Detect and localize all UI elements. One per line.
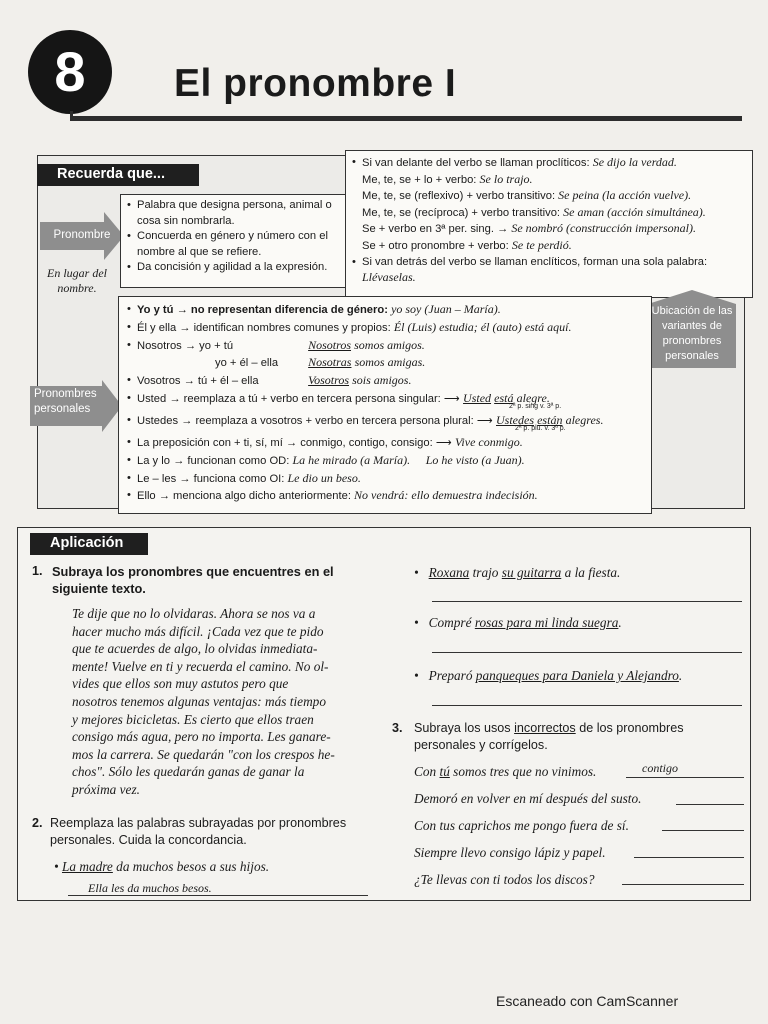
row-text: Se + verbo en 3ª per. sing. → — [362, 223, 509, 236]
rule-text: La preposición con + ti, sí, mí → conmigo, contigo, consigo: — [137, 436, 433, 449]
q3-item: Demoró en volver en mí después del susto. — [414, 791, 642, 806]
aplicacion-tag: Aplicación — [30, 533, 148, 555]
row-example: Se peina (la acción vuelve). — [558, 188, 692, 203]
q3-item: ¿Te llevas con ti todos los discos? — [414, 872, 595, 887]
passage-line: consigo más agua, pero no importa. Les ganare- — [72, 729, 331, 745]
answer-line[interactable] — [676, 804, 744, 805]
passage-line: mente! Vuelve en ti y recuerda el camino. No ol- — [72, 658, 329, 674]
personales-label: Pronombres personales — [34, 388, 97, 415]
answer-line[interactable] — [622, 884, 744, 885]
underlined-words: tú — [439, 764, 450, 779]
procliticos-row — [352, 221, 746, 238]
rule-example: No vendrá: ello demuestra indecisión. — [354, 488, 538, 503]
rule-example-underlined: está — [494, 390, 514, 405]
rule-example-underlined: están — [537, 412, 563, 427]
personales-box — [118, 296, 652, 514]
rule-text: Él y ella → identifican nombres comunes y propios: — [137, 321, 391, 334]
rule-text: La y lo → funcionan como OD: — [137, 454, 290, 467]
row-text: Me, te, se (reflexivo) + verbo transitivo: — [362, 190, 556, 203]
rule-text: Nosotros → yo + tú — [137, 339, 234, 352]
underlined-words: La madre — [61, 859, 113, 874]
rule-text: Usted → reemplaza a tú + verbo en tercera persona singular: — [137, 392, 441, 405]
rule-example-underlined: Usted — [463, 390, 492, 405]
q3-item: Con tus caprichos me pongo fuera de sí. — [414, 818, 629, 833]
q2-item — [414, 614, 744, 632]
procliticos-row — [352, 188, 746, 205]
underlined-words: panqueques para Daniela y Alejandro — [475, 668, 679, 683]
rule-example: alegres. — [565, 412, 604, 427]
title-divider-tick — [70, 111, 73, 121]
rule-subscript: 2ª p. plu. v. 3ª p. — [515, 424, 566, 432]
long-arrow-icon: ⟶ — [435, 436, 452, 449]
row-text: Se + otro pronombre + verbo: — [362, 239, 509, 252]
answer-line[interactable] — [634, 857, 744, 858]
item-text: . — [618, 615, 622, 630]
rule-ustedes — [125, 412, 645, 434]
procliticos-row — [352, 205, 746, 222]
question-3 — [392, 720, 744, 754]
bullet: • — [414, 615, 419, 630]
item-text: somos tres que no vinimos. — [453, 764, 597, 779]
question-number: 3. — [392, 721, 403, 735]
rule-example-underlined: Ustedes — [496, 412, 534, 427]
item-text: . — [678, 668, 683, 683]
passage-line: vides que ellos son muy astutos pero que — [72, 676, 289, 692]
definition-item: • Da concisión y agilidad a la expresión. — [125, 260, 345, 276]
question-2 — [32, 815, 377, 849]
question-text: de los pronombres personales y corrígelos. — [414, 721, 684, 752]
answer-line[interactable] — [432, 705, 742, 706]
rule-vosotros — [125, 372, 645, 390]
rule-el-ella — [125, 319, 645, 337]
underlined-words: incorrectos — [514, 721, 576, 735]
passage-line: chos". Sólo les quedarán ganas de ganar la — [72, 764, 305, 780]
scanner-watermark: Escaneado con CamScanner — [496, 993, 679, 1009]
question-1 — [32, 563, 372, 597]
passage-line: hacer mucho más difícil. ¡Cada vez que te pido — [72, 623, 324, 639]
chapter-number-badge: 8 — [28, 30, 112, 114]
rule-example-underlined: Nosotros — [308, 337, 352, 352]
passage-line: y mejores bicicletas. Es cierto que ellos traen — [72, 711, 314, 727]
rule-preposicion — [125, 434, 645, 452]
row-example: Se te perdió. — [511, 237, 572, 252]
row-example: Se aman (acción simultánea). — [563, 204, 706, 219]
q2-item — [414, 564, 744, 582]
rule-la-lo — [125, 452, 645, 470]
title-divider — [70, 116, 742, 121]
q3-answer[interactable]: contigo — [642, 761, 678, 775]
rule-text: Yo y tú → no representan diferencia de género: — [137, 304, 388, 316]
item-text: da muchos besos a sus hijos. — [116, 859, 270, 874]
rule-nosotros — [125, 337, 645, 355]
rule-example: La he mirado (a María). — [292, 452, 411, 467]
question-text: Subraya los usos — [414, 721, 511, 735]
bullet: • — [414, 668, 419, 683]
question-text: Reemplaza las palabras subrayadas por pronombres personales. Cuida la concordancia. — [50, 816, 347, 847]
rule-text: Ello → menciona algo dicho anteriormente: — [137, 490, 351, 503]
passage-line: mos la carrera. Se quedarán "con los crespos he- — [72, 746, 335, 762]
rule-example: yo soy (Juan – María). — [391, 302, 501, 316]
procliticos-row — [352, 172, 746, 189]
rule-example: Le dio un beso. — [287, 470, 361, 485]
procliticos-lead: • Si van delante del verbo se llaman proclíticos: Se dijo la verdad. — [352, 155, 677, 169]
definition-box — [120, 194, 350, 288]
q2-answer[interactable]: Ella les da muchos besos. — [88, 881, 212, 895]
ubicacion-label: Ubicación de las variantes de pronombres personales — [651, 305, 733, 362]
procliticos-lead-example: Se dijo la verdad. — [592, 155, 677, 169]
long-arrow-icon: ⟶ — [476, 414, 493, 427]
row-text: Me, te, se + lo + verbo: — [362, 173, 477, 186]
pronombre-label: Pronombre — [53, 229, 111, 241]
rule-le-les — [125, 470, 645, 488]
q2-item — [54, 858, 374, 876]
definition-item: • Palabra que designa persona, animal o cosa sin nombrarla. — [125, 198, 345, 229]
rule-text: Vosotros → tú + él – ella — [137, 375, 259, 388]
page-title: El pronombre I — [174, 62, 457, 105]
en-lugar-note: En lugar del nombre. — [47, 266, 107, 295]
rule-nosotros-2 — [125, 354, 645, 372]
rule-example: alegre. — [516, 390, 550, 405]
rule-example: Vive conmigo. — [454, 434, 523, 449]
answer-line[interactable] — [662, 830, 744, 831]
underlined-words: Roxana — [428, 565, 470, 580]
rule-example-underlined: Vosotros — [308, 373, 350, 388]
q3-item: Siempre llevo consigo lápiz y papel. — [414, 845, 606, 860]
bullet: • — [54, 859, 59, 874]
encliticos-example: Llévaselas. — [362, 270, 416, 285]
rule-text: Le – les → funciona como OI: — [137, 472, 285, 485]
encliticos-text: Si van detrás del verbo se llaman enclíticos, forman una sola palabra: — [362, 255, 708, 268]
item-text: Preparó — [428, 668, 473, 683]
definition-item: • Concuerda en género y número con el nombre al que se refiere. — [125, 229, 345, 260]
answer-line — [626, 777, 744, 778]
answer-line[interactable] — [432, 601, 742, 602]
rule-usted — [125, 390, 645, 412]
q2-item — [414, 667, 744, 685]
underlined-words: su guitarra — [501, 565, 562, 580]
rule-ello — [125, 487, 645, 505]
answer-line[interactable] — [432, 652, 742, 653]
passage-line: que te acuerdes de algo, lo olvidas inmediata- — [72, 641, 318, 657]
item-text: a la fiesta. — [564, 565, 621, 580]
encliticos-line: • Si van detrás del verbo se llaman enclíticos, forman una sola palabra: Llévaselas. — [352, 255, 708, 285]
procliticos-box — [345, 150, 753, 298]
item-text: Compré — [428, 615, 472, 630]
rule-example: Él (Luis) estudia; él (auto) está aquí. — [393, 319, 572, 334]
pronombre-arrow — [40, 212, 124, 260]
passage-line: nosotros tenemos algunas ventajas: más tiempo — [72, 693, 326, 709]
question-number: 2. — [32, 816, 43, 830]
item-text: Con — [414, 764, 437, 779]
long-arrow-icon: ⟶ — [443, 392, 460, 405]
rule-text: yo + él – ella — [215, 357, 279, 370]
bullet: • — [414, 565, 419, 580]
rule-subscript: 2ª p. sing v. 3ª p. — [509, 402, 562, 410]
rule-example: somos amigos. — [354, 337, 425, 352]
row-example: Se nombró (construcción impersonal). — [511, 221, 696, 236]
rule-example: Lo he visto (a Juan). — [425, 452, 525, 467]
rule-example: sois amigos. — [352, 373, 412, 388]
rule-text: Ustedes → reemplaza a vosotros + verbo en tercera persona plural: — [137, 414, 474, 427]
row-example: Se lo trajo. — [479, 171, 533, 186]
answer-line — [68, 895, 368, 896]
rule-yo-tu — [125, 301, 645, 319]
procliticos-row — [352, 238, 746, 255]
rule-example-underlined: Nosotras — [308, 355, 352, 370]
q3-item — [414, 763, 596, 781]
passage-line: próxima vez. — [72, 781, 140, 797]
row-text: Me, te, se (recíproca) + verbo transitivo: — [362, 206, 561, 219]
ubicacion-arrow — [648, 290, 736, 368]
passage-line: Te dije que no lo olvidaras. Ahora se nos va a — [72, 606, 316, 621]
recuerda-tag: Recuerda que... — [37, 164, 199, 186]
rule-example: somos amigas. — [354, 355, 426, 370]
item-text: trajo — [472, 565, 499, 580]
personales-arrow — [30, 380, 122, 432]
question-text: Subraya los pronombres que encuentres en el siguiente texto. — [52, 564, 334, 596]
underlined-words: rosas para mi linda suegra — [474, 615, 619, 630]
question-number: 1. — [32, 564, 43, 578]
procliticos-lead-text: Si van delante del verbo se llaman proclíticos: — [362, 157, 590, 169]
q1-passage — [72, 605, 372, 799]
